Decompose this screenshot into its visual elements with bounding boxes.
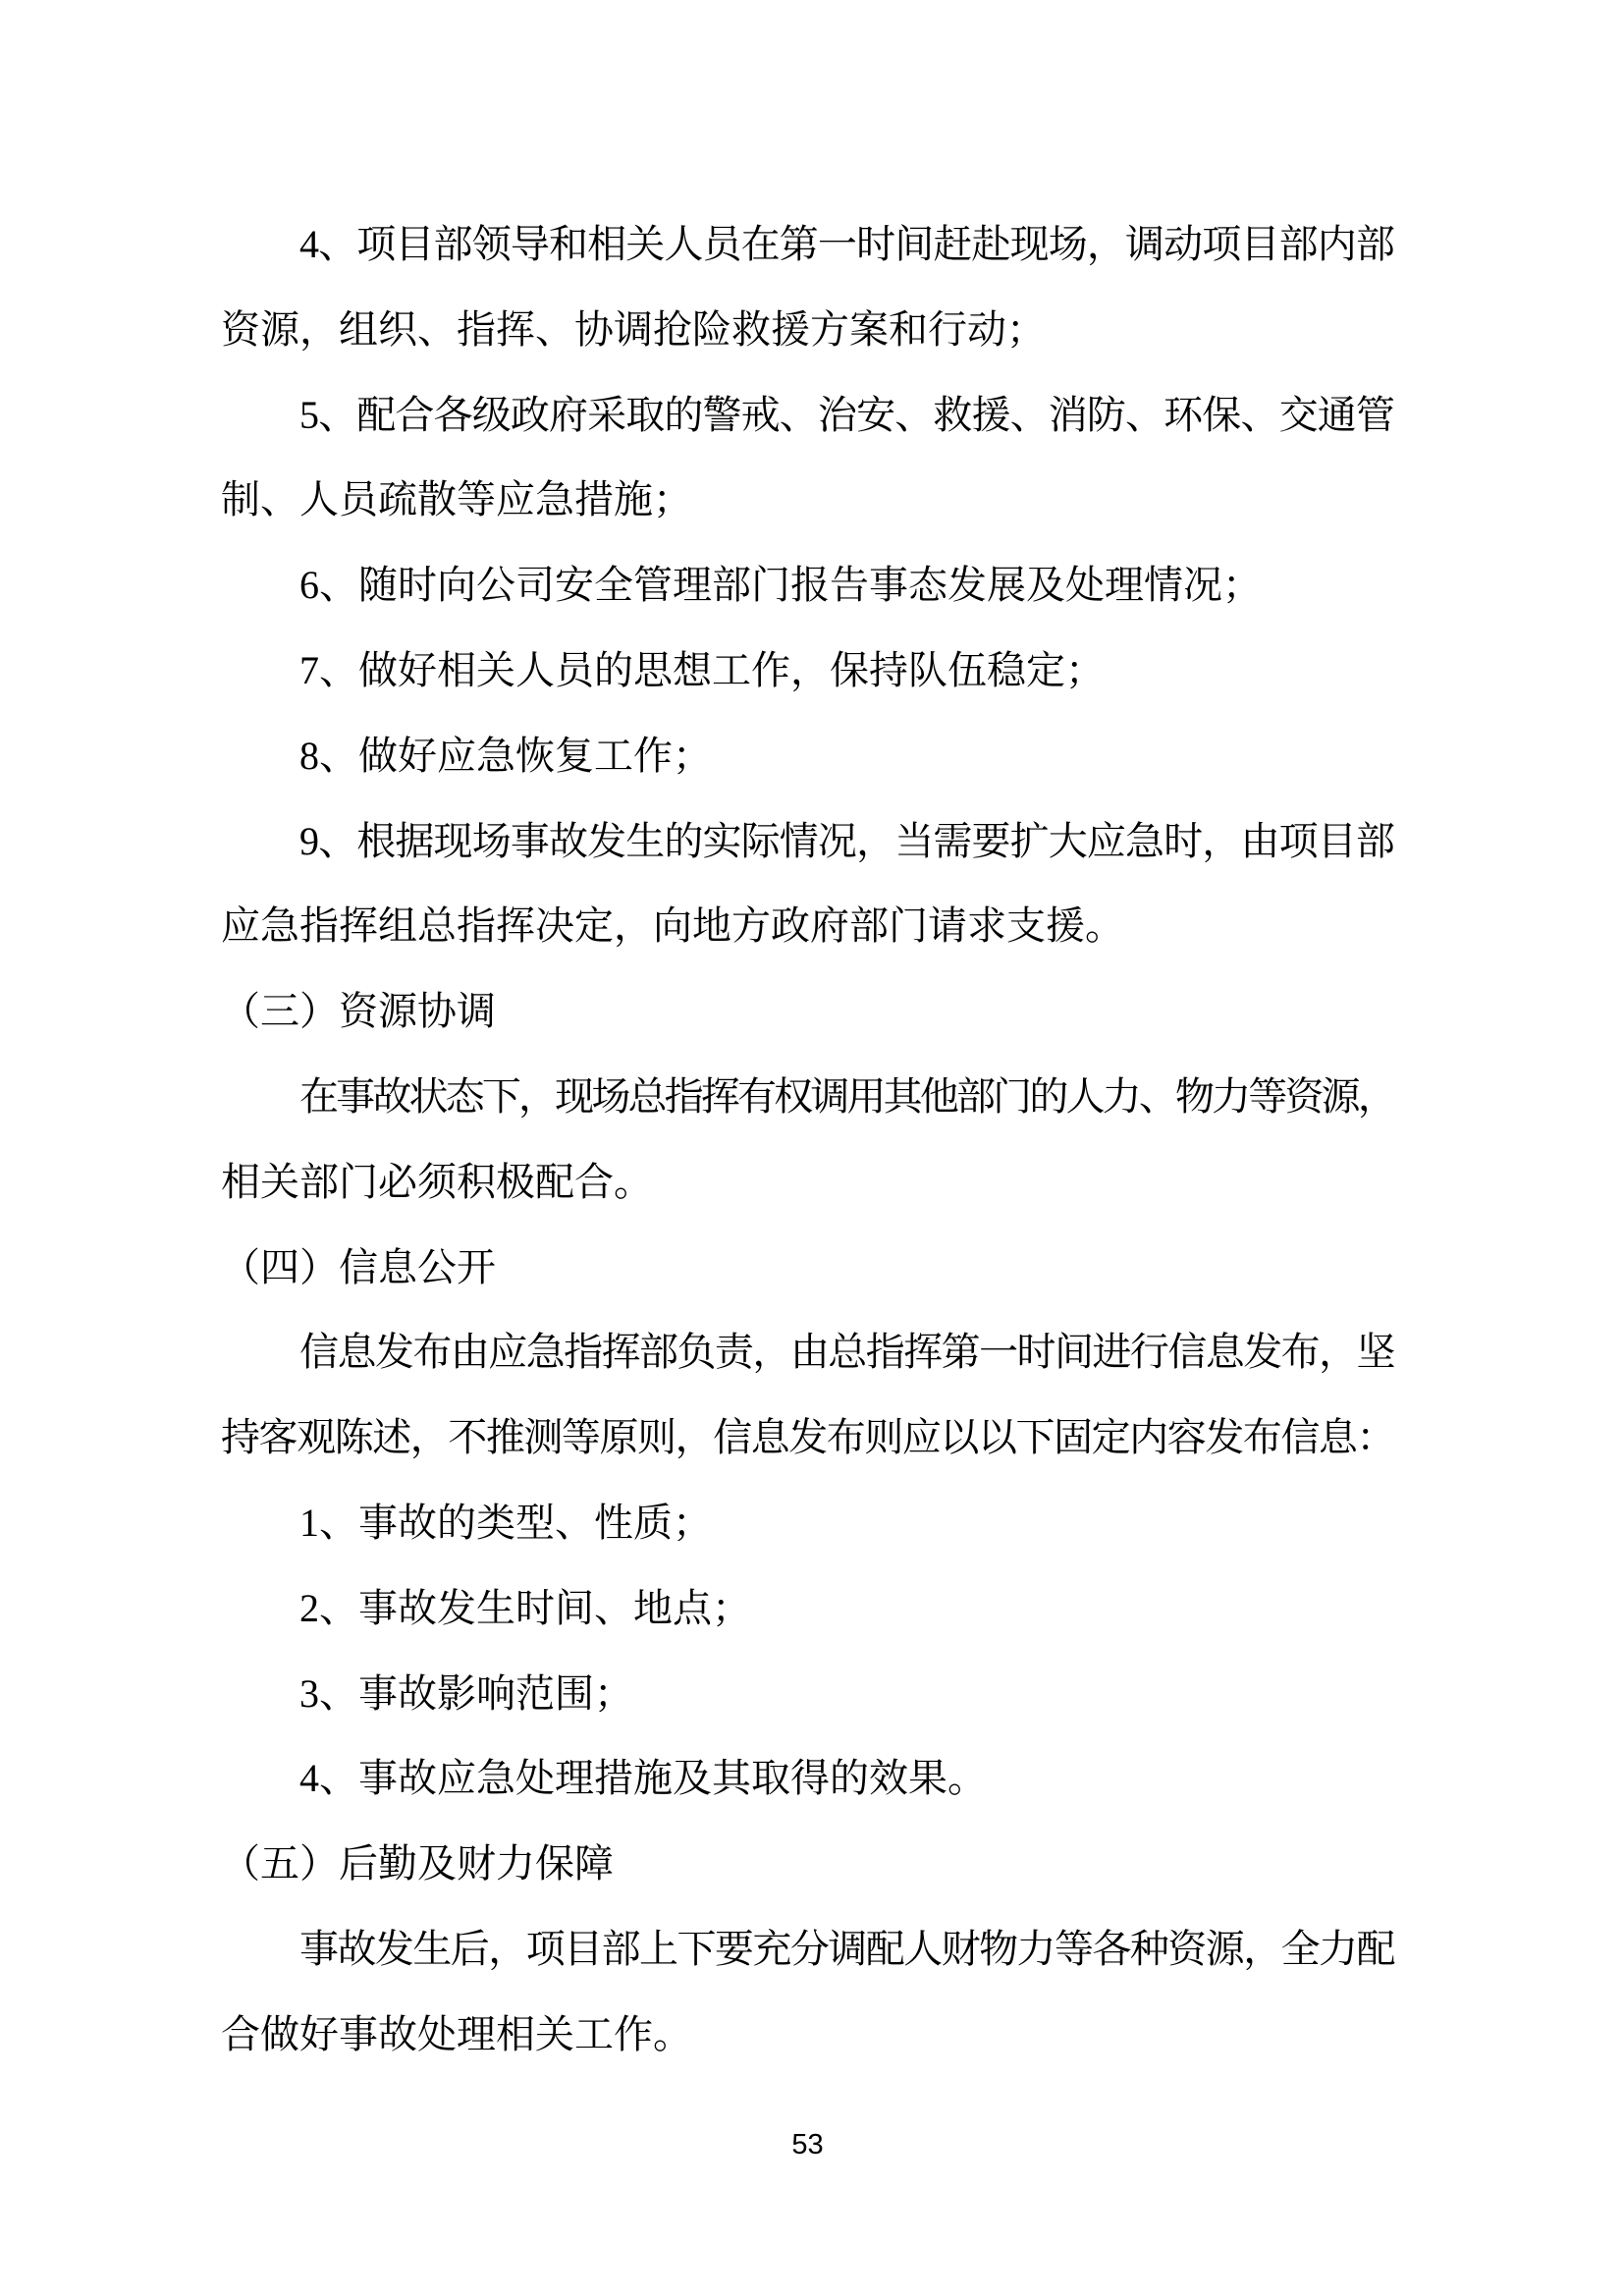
text-line: 7、做好相关人员的思想工作，保持队伍稳定； xyxy=(299,647,1105,692)
text-line: 3、事故影响范围； xyxy=(299,1670,633,1716)
text-line: 6、随时向公司安全管理部门报告事态发展及处理情况； xyxy=(299,563,1262,608)
text-line: 8、做好应急恢复工作； xyxy=(299,733,712,778)
text-line: 信息发布由应急指挥部负责，由总指挥第一时间进行信息发布，坚 xyxy=(299,1330,1394,1375)
text-line: （五）后勤及财力保障 xyxy=(221,1841,614,1886)
text-line: 9、根据现场事故发生的实际情况，当需要扩大应急时，由项目部 xyxy=(299,818,1394,863)
text-block xyxy=(221,202,1394,2078)
text-line: 1、事故的类型、性质； xyxy=(299,1500,712,1545)
text-line: 合做好事故处理相关工作。 xyxy=(221,2011,692,2056)
text-line: 相关部门必须积极配合。 xyxy=(221,1159,653,1204)
text-line: 4、项目部领导和相关人员在第一时间赶赴现场，调动项目部内部 xyxy=(299,222,1394,266)
text-line: 5、配合各级政府采取的警戒、治安、救援、消防、环保、交通管 xyxy=(299,392,1394,437)
text-line: 4、事故应急处理措施及其取得的效果。 xyxy=(299,1756,987,1801)
text-line: 制、人员疏散等应急措施； xyxy=(221,477,692,522)
text-line: 应急指挥组总指挥决定，向地方政府部门请求支援。 xyxy=(221,903,1124,949)
text-line: 事故发生后，项目部上下要充分调配人财物力等各种资源，全力配 xyxy=(299,1926,1394,1971)
text-line: 2、事故发生时间、地点； xyxy=(299,1585,751,1630)
text-line: 持客观陈述，不推测等原则，信息发布则应以以下固定内容发布信息： xyxy=(221,1415,1394,1460)
text-line: （四）信息公开 xyxy=(221,1244,496,1289)
page-number: 53 xyxy=(791,2129,824,2160)
text-line: （三）资源协调 xyxy=(221,989,496,1034)
text-line: 资源，组织、指挥、协调抢险救援方案和行动； xyxy=(221,306,1046,352)
text-line: 在事故状态下，现场总指挥有权调用其他部门的人力、物力等资源， xyxy=(299,1073,1394,1119)
